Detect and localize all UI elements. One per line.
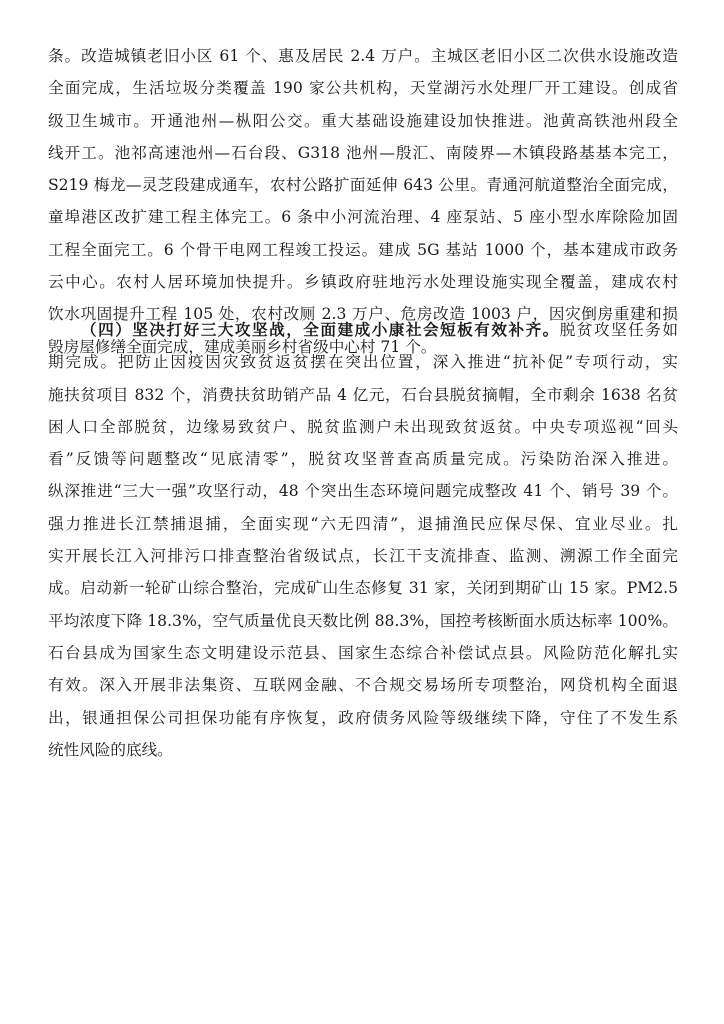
- text-line: 出，银通担保公司担保功能有序恢复，政府债务风险等级继续下降，守住了不发生系: [48, 708, 678, 727]
- text-line: 实开展长江入河排污口排查整治省级试点，长江干支流排查、监测、溯源工作全面完: [48, 547, 678, 566]
- text-line: 线开工。池祁高速池州—石台段、G318 池州—殷汇、南陵界—木镇段路基基本完工，: [48, 143, 678, 162]
- text-line: 石台县成为国家生态文明建设示范县、国家生态综合补偿试点县。风险防范化解扎实: [48, 643, 678, 662]
- text-line: 级卫生城市。开通池州—枞阳公交。重大基础设施建设加快推进。池黄高铁池州段全: [48, 111, 678, 130]
- text-line: 期完成。把防止因疫因灾致贫返贫摆在突出位置，深入推进“抗补促”专项行动，实: [48, 353, 678, 372]
- text-line: 全面完成，生活垃圾分类覆盖 190 家公共机构，天堂湖污水处理厂开工建设。创成省: [48, 79, 678, 98]
- text-line: 困人口全部脱贫，边缘易致贫户、脱贫监测户未出现致贫返贫。中央专项巡视“回头: [48, 417, 678, 436]
- text-line: 成。启动新一轮矿山综合整治，完成矿山生态修复 31 家，关闭到期矿山 15 家。PM2.5: [48, 579, 678, 598]
- text-line: 条。改造城镇老旧小区 61 个、惠及居民 2.4 万户。主城区老旧小区二次供水设施改造: [48, 47, 678, 65]
- text-line: 云中心。农村人居环境加快提升。乡镇政府驻地污水处理设施实现全覆盖，建成农村: [48, 273, 678, 292]
- text-line: 饮水巩固提升工程 105 处，农村改厕 2.3 万户、危房改造 1003 户，因灾倒房重建和损: [48, 305, 678, 324]
- paragraph-three-battles: [48, 314, 678, 766]
- text-line: 有效。深入开展非法集资、互联网金融、不合规交易场所专项整治，网贷机构全面退: [48, 676, 678, 695]
- text-line: 毁房屋修缮全面完成，建成美丽乡村省级中心村 71 个。: [48, 337, 437, 356]
- text-line: 童埠港区改扩建工程主体完工。6 条中小河流治理、4 座泵站、5 座小型水库除险加固: [48, 208, 678, 227]
- text-line: 统性风险的底线。: [48, 740, 173, 759]
- text-line: 施扶贫项目 832 个，消费扶贫助销产品 4 亿元，石台县脱贫摘帽，全市剩余 1638 名贫: [48, 385, 678, 404]
- text-line: S219 梅龙—灵芝段建成通车，农村公路扩面延伸 643 公里。青通河航道整治全面完成，: [48, 176, 678, 195]
- text-line: 平均浓度下降 18.3%，空气质量优良天数比例 88.3%，国控考核断面水质达标率 100%。: [48, 611, 678, 630]
- text-line: 看”反馈等问题整改“见底清零”，脱贫攻坚普查高质量完成。污染防治深入推进。: [48, 450, 678, 469]
- heading-continuation: 脱贫攻坚任务如: [559, 321, 678, 339]
- text-line: 强力推进长江禁捕退捕，全面实现“六无四清”，退捕渔民应保尽保、宜业尽业。扎: [48, 514, 678, 533]
- text-line: [48, 314, 678, 346]
- section-heading: （四）坚决打好三大攻坚战，全面建成小康社会短板有效补齐。: [81, 320, 560, 339]
- text-line: 纵深推进“三大一强”攻坚行动，48 个突出生态环境问题完成整改 41 个、销号 39 个。: [48, 482, 678, 501]
- text-line: 工程全面完工。6 个骨干电网工程竣工投运。建成 5G 基站 1000 个，基本建成市政务: [48, 240, 678, 259]
